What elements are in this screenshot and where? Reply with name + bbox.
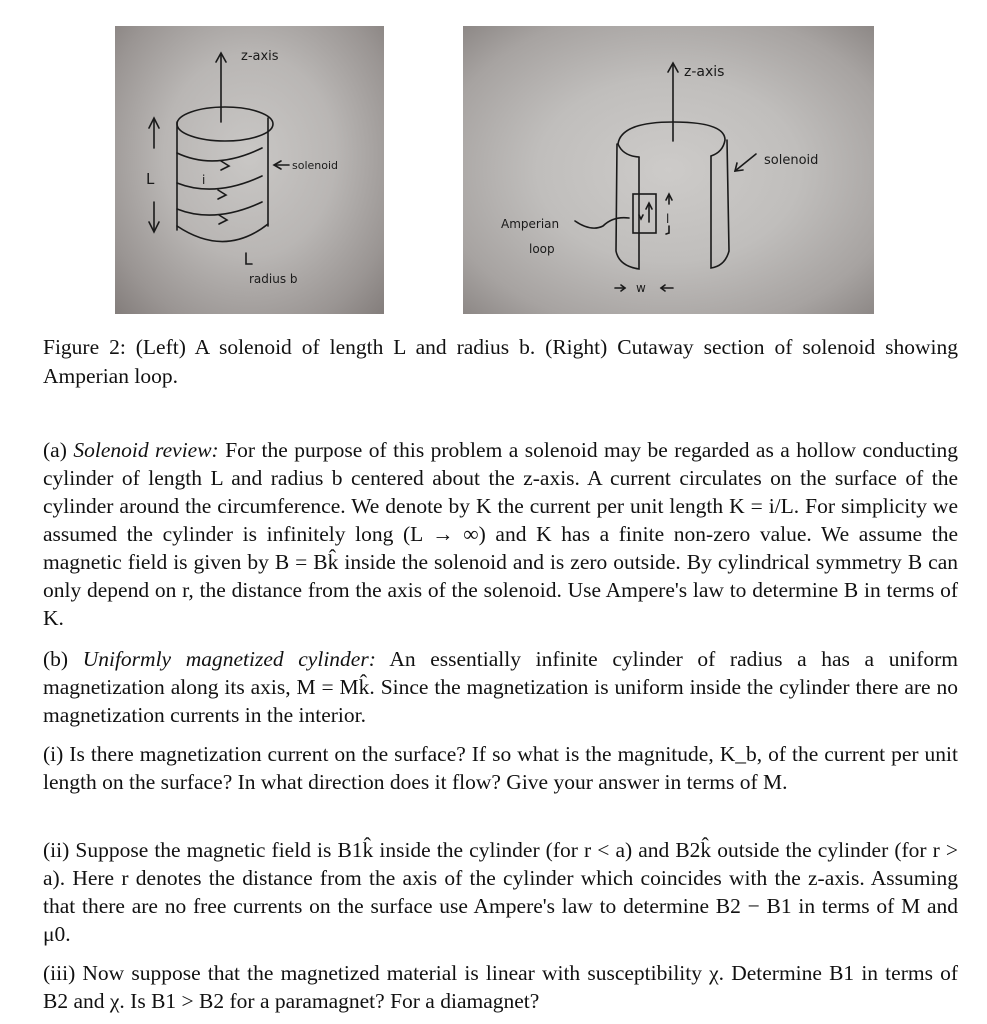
part-b-text: An essentially infinite cylinder of radius a has a uniform magnetization along its axis, M = Mk̂. Since the magnetization is uniform inside the cylinder there are no magnetization currents in the interior. xyxy=(43,647,958,727)
radius-label: radius b xyxy=(249,272,298,286)
solenoid-label: solenoid xyxy=(764,153,819,168)
part-a-text: For the purpose of this problem a solenoid may be regarded as a hollow conducting cylinder of length L and radius b centered about the z-axis. A current circulates on the surface of the cylinder around the circumference. We denote by K the current per unit length K = i/L. For simplicity we assumed the cylinder is infinitely long (L → ∞) and K has a finite non-zero value. We assume the magnetic field is given by B = Bk̂ inside the solenoid and is zero outside. By cylindrical symmetry B can only depend on r, the distance from the axis of the solenoid. Use Ampere's law to determine B in terms of K. xyxy=(43,438,959,630)
part-a xyxy=(43,436,958,632)
part-b-i-label: (i) xyxy=(43,742,64,766)
part-b xyxy=(43,645,958,729)
part-b-iii-label: (iii) xyxy=(43,961,76,985)
part-b-i-text: Is there magnetization current on the surface? If so what is the magnitude, K_b, of the current per unit length on the surface? In what direction does it flow? Give your answer in terms of M. xyxy=(43,742,959,794)
part-b-ii-text: Suppose the magnetic field is B1k̂ inside the cylinder (for r < a) and B2k̂ outside the cylinder (for r > a). Here r denotes the distance from the axis of the cylinder which coincides with the z-axis. Assuming that there are no free currents on the surface use Ampere's law to determine B2 − B1 in terms of M and μ0. xyxy=(43,838,959,946)
part-b-iii xyxy=(43,959,958,1015)
height-label: l xyxy=(666,212,670,226)
cutaway-photo xyxy=(463,26,874,314)
amperian-label: Amperian xyxy=(501,217,560,231)
part-b-ii-label: (ii) xyxy=(43,838,70,862)
part-b-i xyxy=(43,740,958,796)
part-b-title: Uniformly magnetized cylinder: xyxy=(82,647,376,671)
solenoid-label: solenoid xyxy=(292,159,339,172)
z-axis-label: z-axis xyxy=(241,49,279,64)
part-b-ii xyxy=(43,836,958,948)
part-b-iii-text: Now suppose that the magnetized material is linear with susceptibility χ. Determine B1 in terms of B2 and χ. Is B1 > B2 for a paramagnet? For a diamagnet? xyxy=(43,961,959,1013)
part-a-title: Solenoid review: xyxy=(73,438,219,462)
part-a-label: (a) xyxy=(43,438,67,462)
width-label: w xyxy=(636,281,646,295)
figure-caption: Figure 2: (Left) A solenoid of length L and radius b. (Right) Cutaway section of solenoid showing Amperian loop. xyxy=(43,335,958,388)
z-axis-label: z-axis xyxy=(684,64,725,80)
part-b-label: (b) xyxy=(43,647,69,671)
length-label: L xyxy=(146,170,155,188)
loop-label: loop xyxy=(529,242,555,256)
solenoid-photo xyxy=(115,26,384,314)
current-label: i xyxy=(202,173,206,187)
